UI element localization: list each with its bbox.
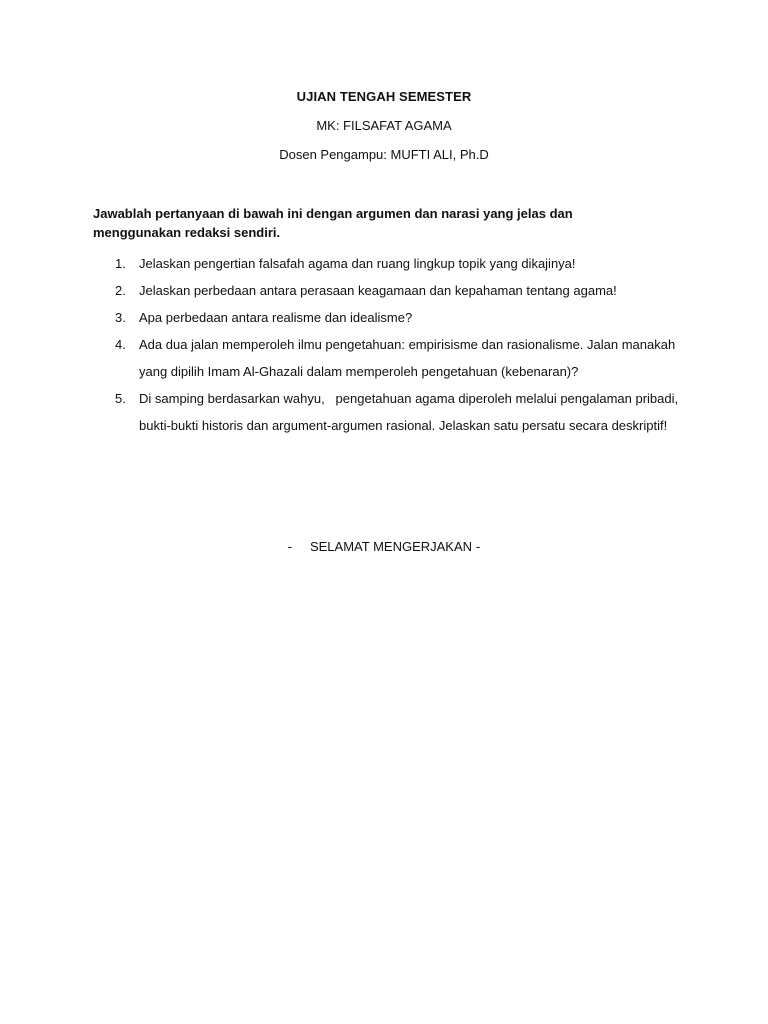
question-text: Ada dua jalan memperoleh ilmu pengetahuan: empirisisme dan rasionalisme. Jalan manakah yang dipilih Imam Al-Ghazali dalam memperoleh pengetahuan (kebenaran)? <box>139 337 679 379</box>
question-item <box>93 331 683 385</box>
closing-dash-left: - <box>287 539 292 554</box>
instructions-line-1: Jawablah pertanyaan di bawah ini dengan argumen dan narasi yang jelas dan <box>93 206 573 221</box>
closing-text: SELAMAT MENGERJAKAN <box>309 539 473 554</box>
question-number: 5. <box>115 391 126 406</box>
question-number: 1. <box>115 256 126 271</box>
question-item <box>93 250 683 277</box>
question-text: Di samping berdasarkan wahyu, pengetahuan agama diperoleh melalui pengalaman pribadi, bukti-bukti historis dan argument-argumen rasional. Jelaskan satu persatu secara deskriptif! <box>139 391 682 433</box>
question-text: Jelaskan perbedaan antara perasaan keagamaan dan kepahaman tentang agama! <box>139 283 617 298</box>
question-number: 3. <box>115 310 126 325</box>
instructions-line-2: menggunakan redaksi sendiri. <box>93 225 281 240</box>
question-number: 4. <box>115 337 126 352</box>
lecturer-name: Dosen Pengampu: MUFTI ALI, Ph.D <box>279 147 489 162</box>
course-name: MK: FILSAFAT AGAMA <box>316 118 452 133</box>
question-number: 2. <box>115 283 126 298</box>
exam-title: UJIAN TENGAH SEMESTER <box>296 89 472 104</box>
closing-dash-right: - <box>476 539 481 554</box>
question-text: Jelaskan pengertian falsafah agama dan ruang lingkup topik yang dikajinya! <box>139 256 576 271</box>
question-item <box>93 304 683 331</box>
question-text: Apa perbedaan antara realisme dan idealisme? <box>139 310 413 325</box>
question-item <box>93 385 683 439</box>
question-list <box>93 250 683 439</box>
question-item <box>93 277 683 304</box>
closing-message <box>0 539 768 555</box>
exam-instructions <box>93 204 653 242</box>
